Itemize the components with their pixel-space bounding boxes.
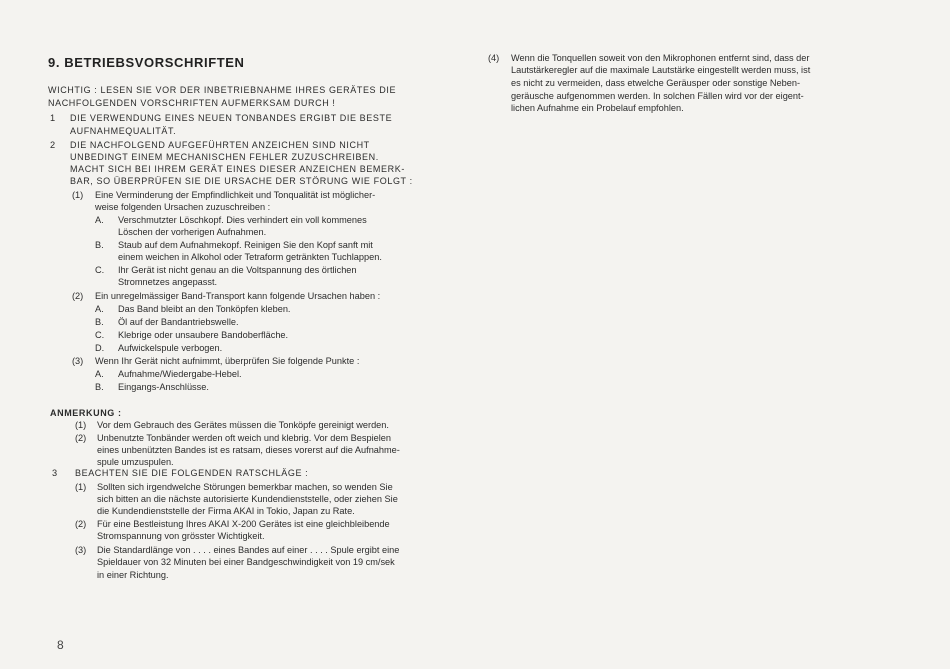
text-line: Eine Verminderung der Empfindlichkeit und Tonqualität ist möglicher- — [95, 190, 376, 200]
text-line: DIE NACHFOLGEND AUFGEFÜHRTEN ANZEICHEN SIND NICHT — [70, 140, 370, 150]
text-line: Eingangs-Anschlüsse. — [118, 382, 209, 392]
text-line: Sollten sich irgendwelche Störungen bemerkbar machen, so wenden Sie — [97, 482, 393, 492]
text-line: Verschmutzter Löschkopf. Dies verhindert ein voll kommenes — [118, 215, 367, 225]
text-line: (1) — [72, 190, 84, 200]
text-line: Für eine Bestleistung Ihres AKAI X-200 Gerätes ist eine gleichbleibende — [97, 519, 390, 529]
text-line: 3 — [52, 468, 58, 478]
text-line: Spieldauer von 32 Minuten bei einer Bandgeschwindigkeit von 19 cm/sek — [97, 557, 395, 567]
text-line: Unbenutzte Tonbänder werden oft weich und klebrig. Vor dem Bespielen — [97, 433, 392, 443]
text-line: BEACHTEN SIE DIE FOLGENDEN RATSCHLÄGE : — [75, 468, 309, 478]
text-line: D. — [95, 343, 105, 353]
text-line: die Kundendienststelle der Firma AKAI in Tokio, Japan zu Rate. — [97, 506, 355, 516]
text-line: AUFNAHMEQUALITÄT. — [70, 126, 177, 136]
text-line: sich bitten an die nächste autorisierte Kundendienststelle, oder ziehen Sie — [97, 494, 398, 504]
text-line: Stromspannung von grösster Wichtigkeit. — [97, 531, 265, 541]
text-line: weise folgenden Ursachen zuzuschreiben : — [95, 202, 271, 212]
text-line: 2 — [50, 140, 56, 150]
text-line: einem weichen in Alkohol oder Tetraform getränkten Tuchlappen. — [118, 252, 382, 262]
text-line: (3) — [72, 356, 84, 366]
text-line: es nicht zu vermeiden, dass etwelche Geräusper oder sonstige Neben- — [511, 78, 801, 88]
text-line: Stromnetzes angepasst. — [118, 277, 218, 287]
text-line: Wenn Ihr Gerät nicht aufnimmt, überprüfen Sie folgende Punkte : — [95, 356, 360, 366]
text-line: C. — [95, 265, 105, 275]
text-line: (2) — [75, 433, 87, 443]
text-line: DIE VERWENDUNG EINES NEUEN TONBANDES ERGIBT DIE BESTE — [70, 113, 393, 123]
text-line: WICHTIG : LESEN SIE VOR DER INBETRIEBNAHME IHRES GERÄTES DIE — [48, 85, 397, 95]
text-line: Die Standardlänge von . . . . eines Bandes auf einer . . . . Spule ergibt eine — [97, 545, 400, 555]
text-line: 1 — [50, 113, 56, 123]
text-line: (1) — [75, 420, 87, 430]
text-line: (2) — [75, 519, 87, 529]
text-line: eines unbenützten Bandes ist es ratsam, dieses vorerst auf die Aufnahme- — [97, 445, 400, 455]
text-line: lichen Aufnahme ein Probelauf empfohlen. — [511, 103, 684, 113]
text-line: A. — [95, 304, 104, 314]
text-line: geräusche aufgenommen werden. In solchen Fällen wird vor der eigent- — [511, 91, 804, 101]
text-line: (1) — [75, 482, 87, 492]
text-line: B. — [95, 317, 104, 327]
section-heading: 9. BETRIEBSVORSCHRIFTEN — [48, 55, 245, 70]
text-line: C. — [95, 330, 105, 340]
text-line: (4) — [488, 53, 500, 63]
page-number: 8 — [57, 638, 64, 652]
text-line: Staub auf dem Aufnahmekopf. Reinigen Sie den Kopf sanft mit — [118, 240, 373, 250]
text-line: Ein unregelmässiger Band-Transport kann folgende Ursachen haben : — [95, 291, 381, 301]
text-line: Ihr Gerät ist nicht genau an die Voltspannung des örtlichen — [118, 265, 357, 275]
text-line: Lautstärkeregler auf die maximale Lautstärke eingestellt werden muss, ist — [511, 65, 811, 75]
text-line: NACHFOLGENDEN VORSCHRIFTEN AUFMERKSAM DURCH ! — [48, 98, 336, 108]
text-line: UNBEDINGT EINEM MECHANISCHEN FEHLER ZUZUSCHREIBEN. — [70, 152, 379, 162]
text-line: MACHT SICH BEI IHREM GERÄT EINES DIESER ANZEICHEN BEMERK- — [70, 164, 405, 174]
text-line: Vor dem Gebrauch des Gerätes müssen die Tonköpfe gereinigt werden. — [97, 420, 389, 430]
text-line: spule umzuspulen. — [97, 457, 174, 467]
text-line: Aufnahme/Wiedergabe-Hebel. — [118, 369, 242, 379]
text-line: (2) — [72, 291, 84, 301]
text-line: (3) — [75, 545, 87, 555]
text-line: Das Band bleibt an den Tonköpfen kleben. — [118, 304, 291, 314]
text-line: B. — [95, 382, 104, 392]
text-line: A. — [95, 215, 104, 225]
text-line: Öl auf der Bandantriebswelle. — [118, 317, 239, 327]
text-line: Aufwickelspule verbogen. — [118, 343, 223, 353]
text-line: ANMERKUNG : — [50, 408, 122, 418]
text-line: in einer Richtung. — [97, 570, 169, 580]
text-line: Löschen der vorherigen Aufnahmen. — [118, 227, 267, 237]
text-line: Klebrige oder unsaubere Bandoberfläche. — [118, 330, 289, 340]
text-line: BAR, SO ÜBERPRÜFEN SIE DIE URSACHE DER STÖRUNG WIE FOLGT : — [70, 176, 413, 186]
text-line: A. — [95, 369, 104, 379]
text-line: B. — [95, 240, 104, 250]
text-line: Wenn die Tonquellen soweit von den Mikrophonen entfernt sind, dass der — [511, 53, 810, 63]
